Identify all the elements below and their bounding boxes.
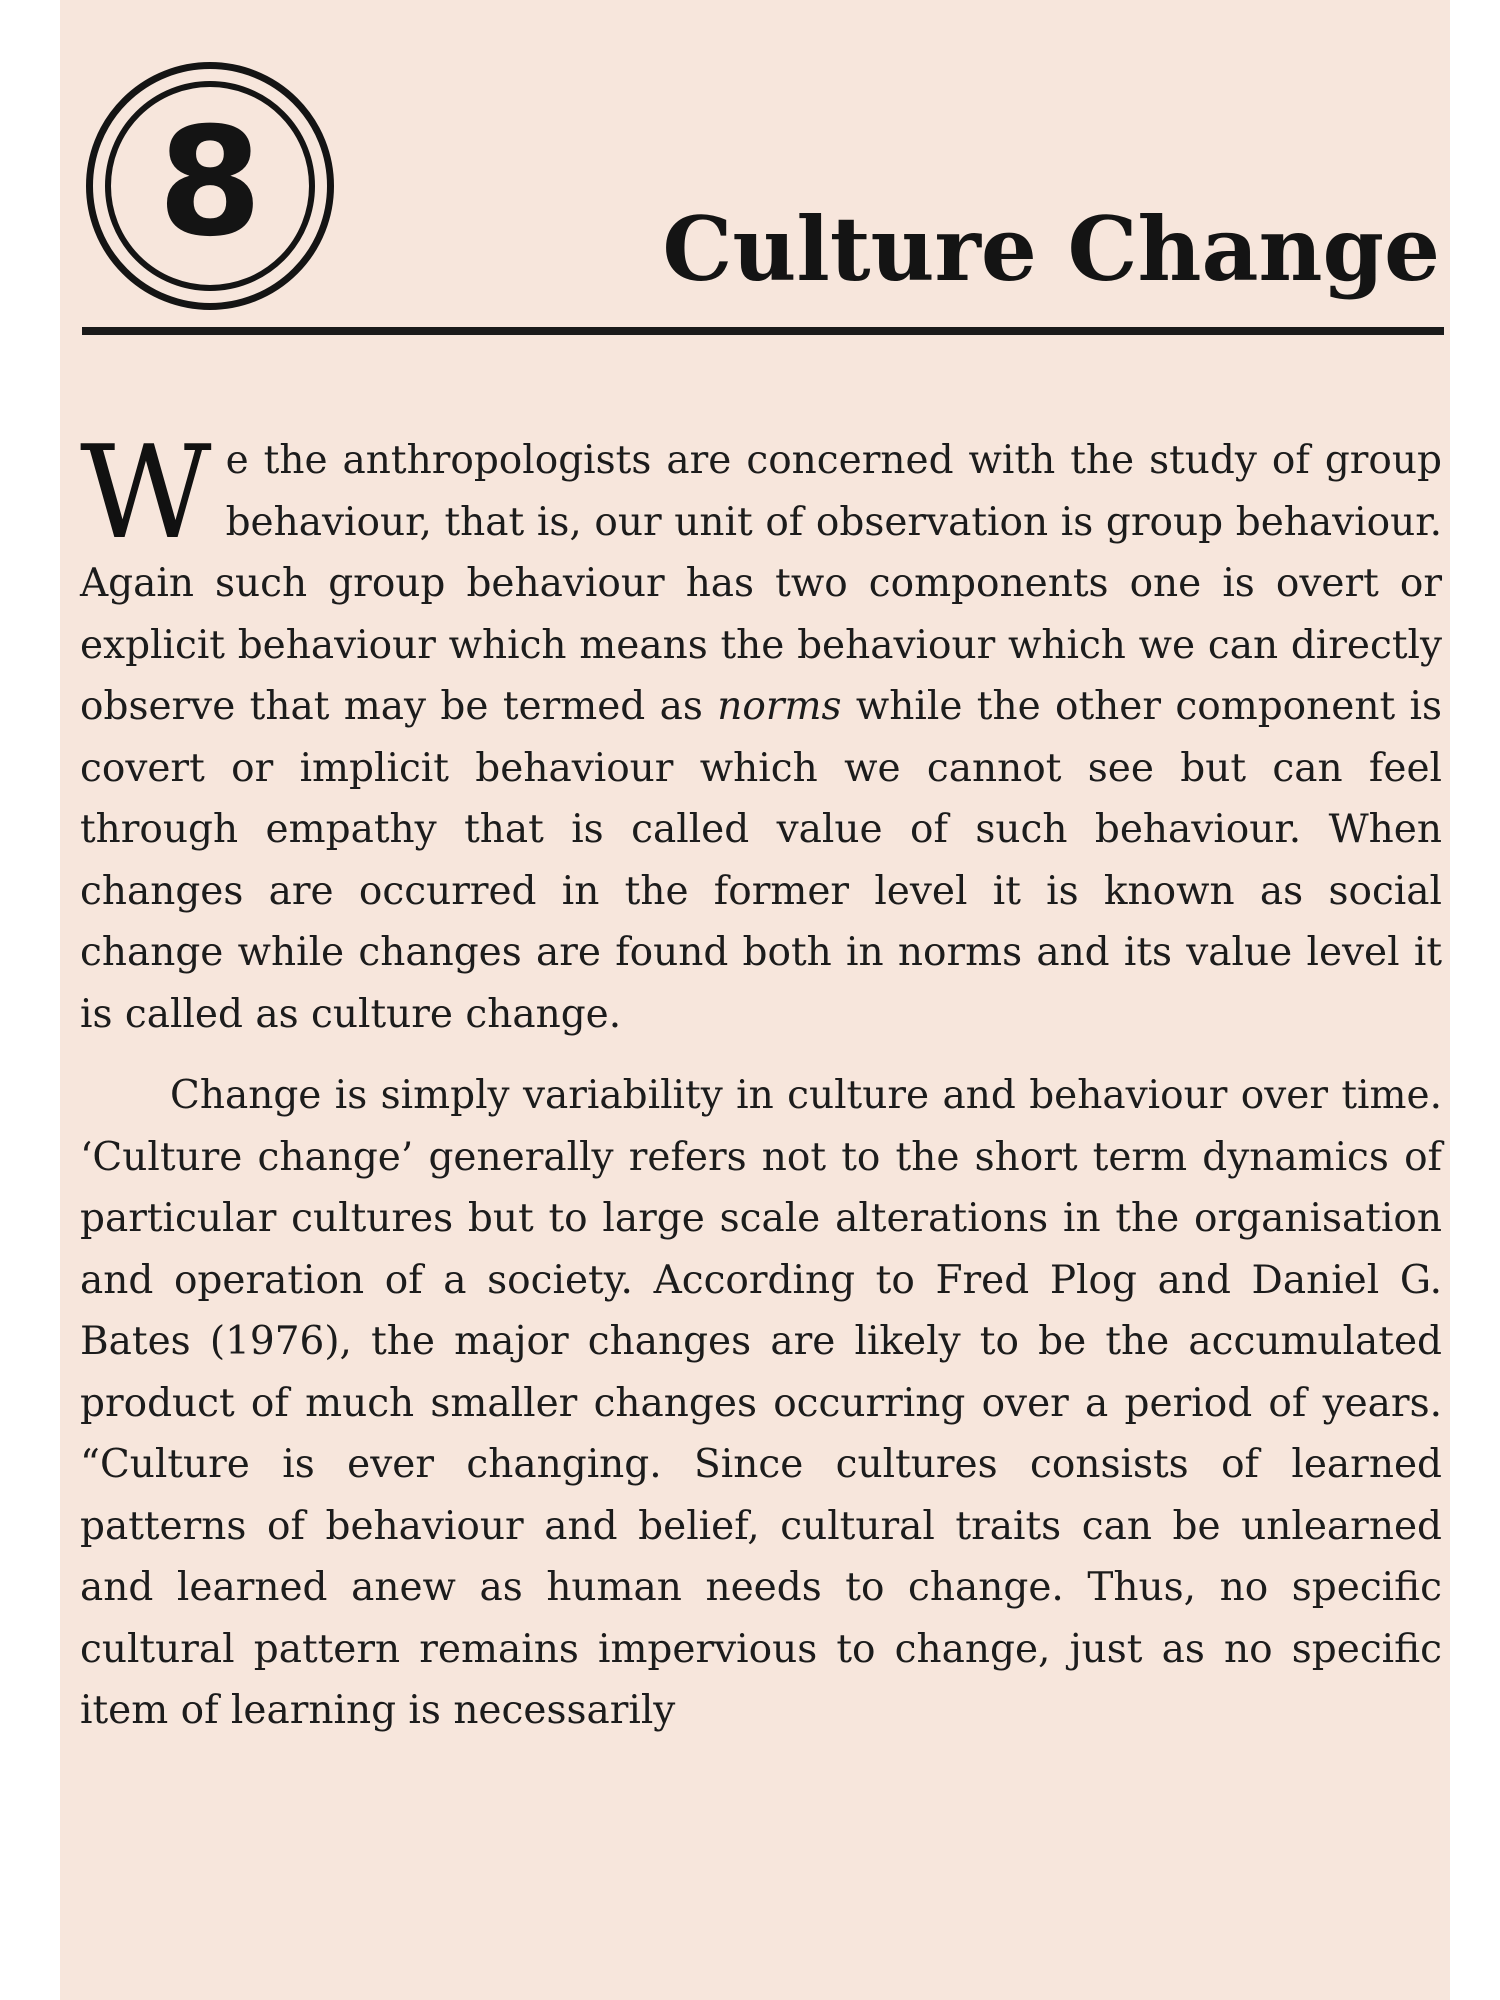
chapter-body-text xyxy=(80,419,1443,1742)
title-underline-rule xyxy=(82,327,1444,335)
paragraph-1-text-start: e the anthropologists are concerned with the study of group behaviour, that is, our unit of observation is group behaviour. Again such group behaviour has two components one is overt or explicit behaviour which means the behaviour which we can directly observe that may be termed as xyxy=(80,438,1442,729)
drop-cap-letter: W xyxy=(80,419,212,568)
chapter-number: 8 xyxy=(157,96,263,270)
paragraph-1-text-end: while the other component is covert or implicit behaviour which we cannot see but can feel through empathy that is called value of such behaviour. When changes are occurred in the former level it is known as social change while changes are found both in norms and its value level it is called as culture change. xyxy=(80,684,1443,1037)
chapter-number-badge-inner-ring xyxy=(105,81,315,291)
chapter-title: Culture Change xyxy=(662,197,1440,301)
paragraph-1 xyxy=(80,419,1443,1045)
italic-term-norms: norms xyxy=(717,684,842,729)
chapter-number-badge xyxy=(86,62,334,310)
paragraph-2: Change is simply variability in culture and behaviour over time. ‘Culture change’ generally refers not to the short term dynamics of particular cultures but to large scale alterations in the organisation and operation of a society. According to Fred Plog and Daniel G. Bates (1976), the major changes are likely to be the accumulated product of much smaller changes occurring over a period of years. “Culture is ever changing. Since cultures consists of learned patterns of behaviour and belief, cultural traits can be unlearned and learned anew as human needs to change. Thus, no specific cultural pattern remains impervious to change, just as no specific item of learning is necessarily xyxy=(80,1073,1442,1733)
book-page xyxy=(60,0,1450,2000)
